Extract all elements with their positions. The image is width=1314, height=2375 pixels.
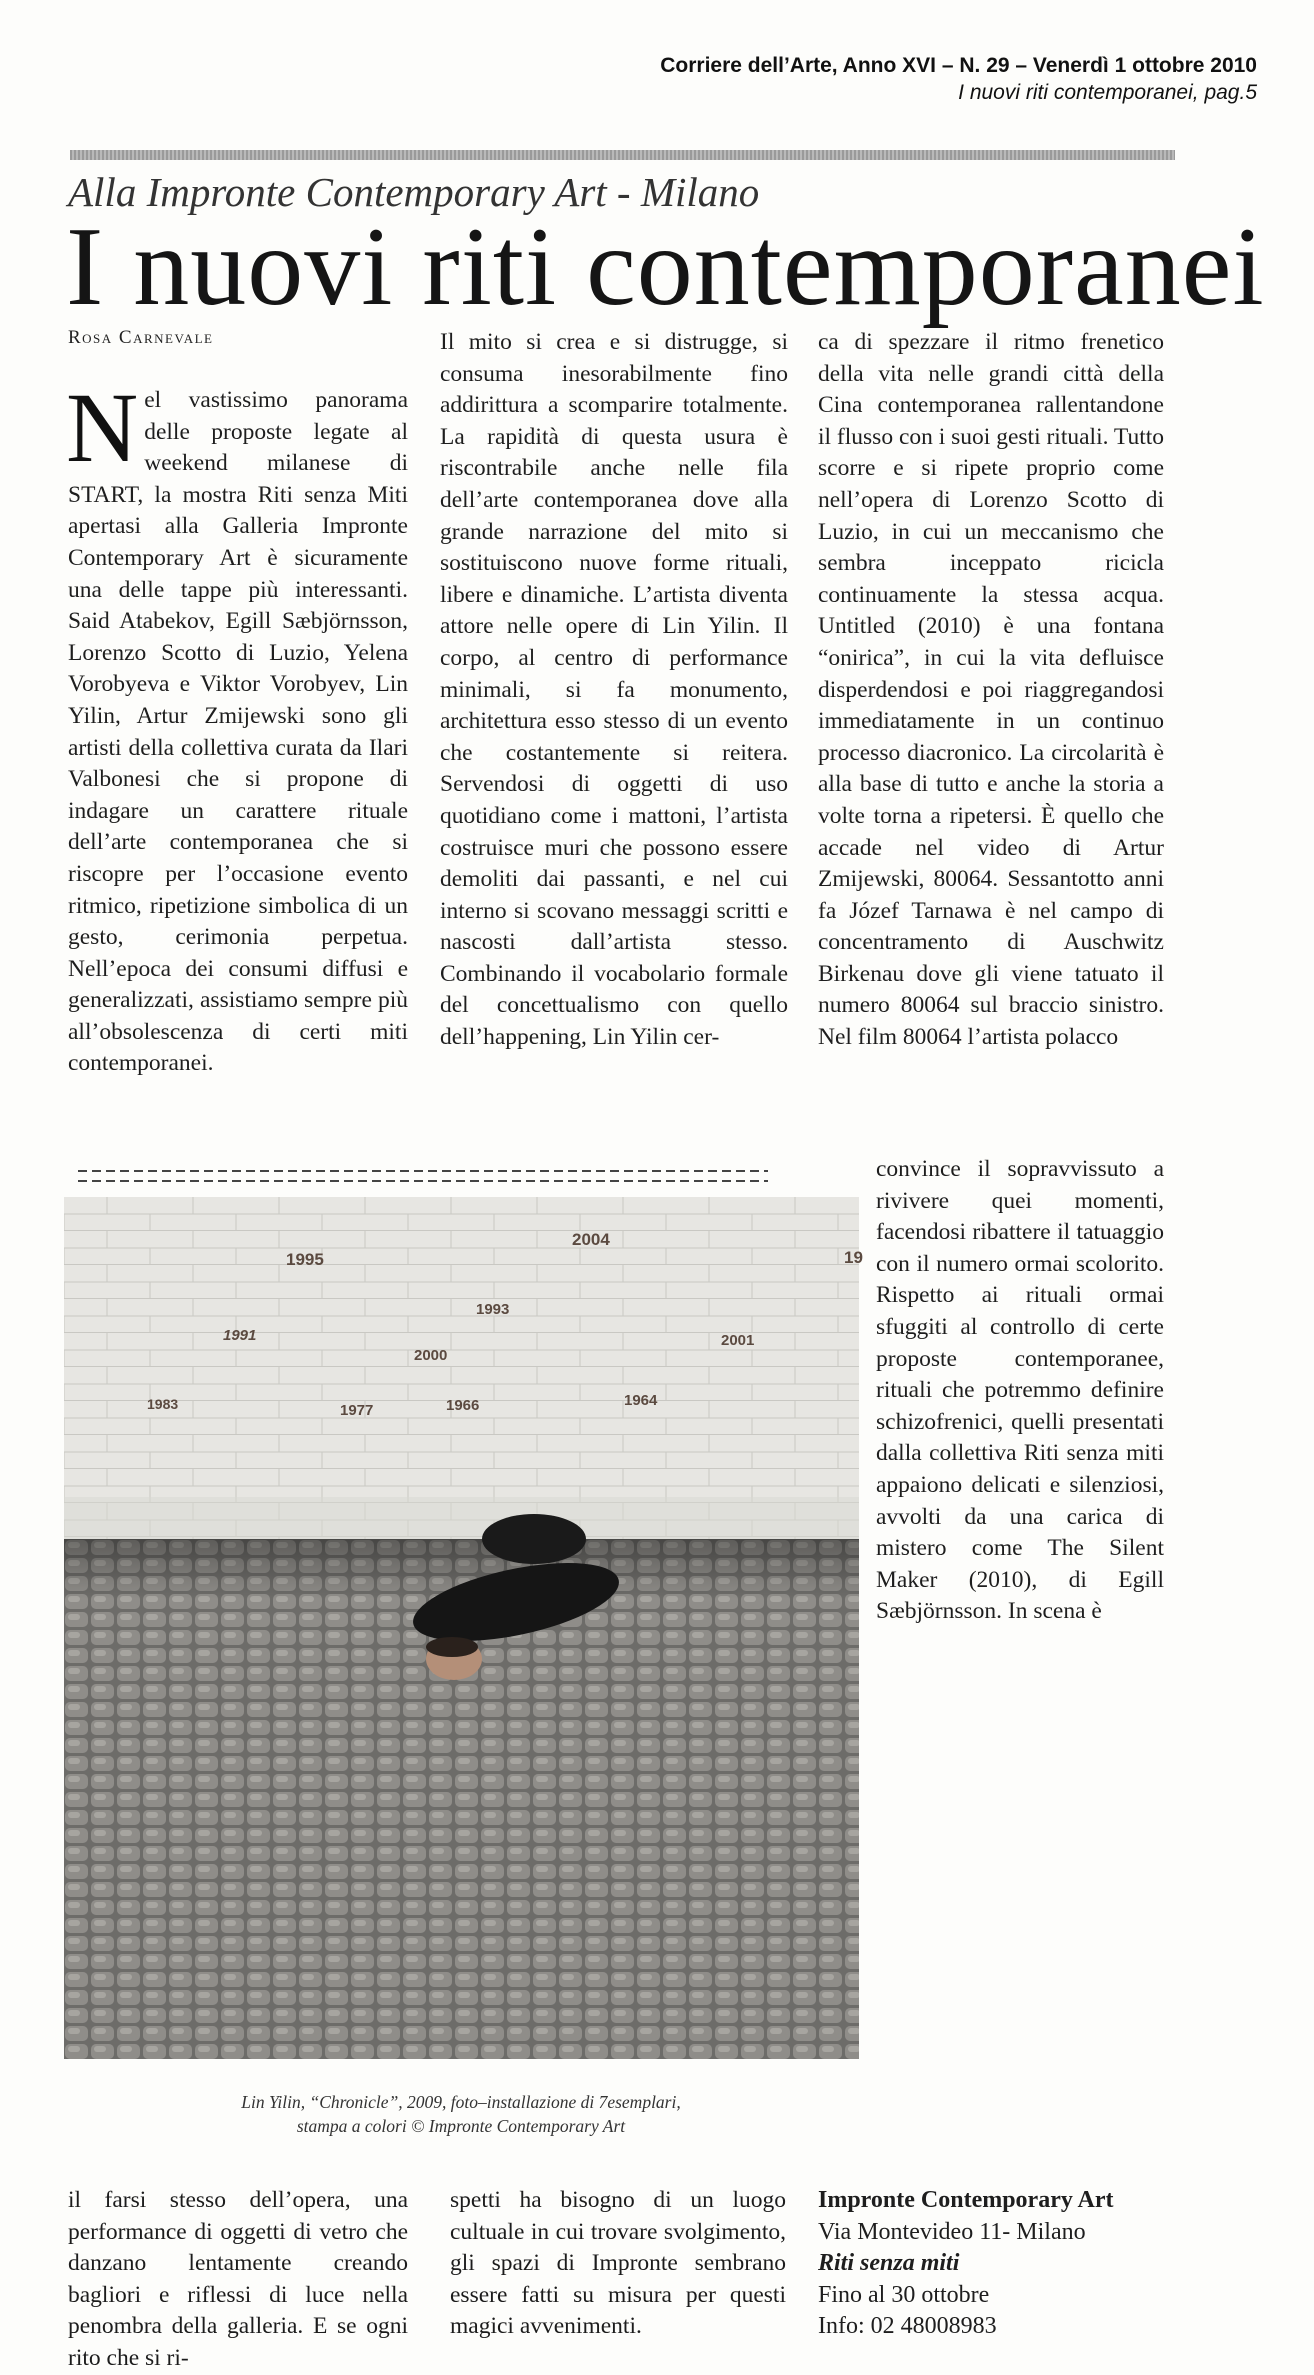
show-title: Riti senza miti	[818, 2250, 960, 2277]
article-kicker: Alla Impronte Contemporary Art - Milano	[68, 169, 760, 215]
header-rule	[70, 150, 1175, 160]
drop-cap: N	[66, 372, 139, 483]
bottom-column-1-text: il farsi stesso dell’opera, una performance di oggetti di vetro che danzano lentamente creando bagliori e riflessi di luce nella penombra della galleria. E se ogni rito che si ri-	[68, 2187, 408, 2371]
column-2	[440, 327, 788, 1054]
page-ref: I nuovi riti contemporanei, pag.5	[958, 81, 1257, 104]
column-3b-text: convince il sopravvissuto a rivivere quei momenti, facendosi ribattere il tatuaggio con il numero ormai scolorito. Rispetto ai rituali ormai sfuggiti al controllo di certe proposte contemporanee, rituali che potremmo definire schizofrenici, quelli presentati dalla collettiva Riti senza miti appaiono delicati e silenziosi, avvolti da una carica di mistero come The Silent Maker (2010), di Egill Sæbjörnsson. In scena è	[876, 1156, 1164, 1625]
gallery-name: Impronte Contemporary Art	[818, 2187, 1114, 2213]
year-label: 2000	[414, 1347, 448, 1364]
column-3-text: ca di spezzare il ritmo frenetico della vita nelle grandi città della Cina contemporanea rallentandone il flusso con i suoi gesti rituali. Tutto scorre e si ripete proprio come nell’opera di Lorenzo Scotto di Luzio, in cui un meccanismo che sembra inceppato ricicla continuamente la stessa acqua. Untitled (2010) è una fontana “onirica”, in cui la vita defluisce disperdendosi e poi riaggregandosi immediatamente in un continuo processo diacronico. La circolarità è alla base di tutto e anche la storia a volte torna a ripetersi. È quello che accade nel video di Artur Zmijewski, 80064. Sessantotto anni fa Józef Tarnawa è nel campo di concentramento di Auschwitz Birkenau dove gli viene tatuato il numero 80064 sul braccio sinistro. Nel film 80064 l’artista polacco	[818, 329, 1165, 1051]
year-label: 19	[844, 1248, 863, 1267]
bottom-column-1	[68, 2185, 408, 2375]
year-label: 1993	[476, 1301, 510, 1318]
year-label: 1991	[223, 1327, 257, 1344]
article-title: I nuovi riti contemporanei	[66, 205, 1265, 329]
year-label: 2004	[572, 1230, 610, 1249]
gallery-address: Via Montevideo 11- Milano	[818, 2218, 1086, 2245]
year-label: 2001	[721, 1332, 755, 1349]
caption-line-1: Lin Yilin, “Chronicle”, 2009, foto–installazione di 7esemplari,	[241, 2092, 681, 2112]
dashed-separator	[78, 1180, 768, 1182]
year-label: 1977	[340, 1402, 374, 1419]
column-1-text: el vastissimo panorama delle proposte legate al weekend milanese di START, la mostra Riti senza Miti apertasi alla Galleria Impronte Contemporary Art è sicuramente una delle tappe più interessanti. Said Atabekov, Egill Sæbjörnsson, Lorenzo Scotto di Luzio, Yelena Vorobyeva e Viktor Vorobyev, Lin Yilin, Artur Zmijewski sono gli artisti della collettiva curata da Ilari Valbonesi che si propone di indagare un carattere rituale dell’arte contemporanea che si riscopre per l’occasione evento ritmico, ripetizione simbolica di un gesto, cerimonia perpetua. Nell’epoca dei consumi diffusi e generalizzati, assistiamo sempre più all’obsolescenza di certi miti contemporanei.	[68, 387, 408, 1077]
bottom-column-2	[450, 2185, 786, 2343]
year-label: 1966	[446, 1397, 480, 1414]
year-label: 1964	[624, 1392, 658, 1409]
column-3-continued	[876, 1154, 1164, 1628]
photo-caption	[64, 2090, 858, 2138]
info-phone: Info: 02 48008983	[818, 2313, 997, 2340]
bottom-column-2-text: spetti ha bisogno di un luogo cultuale in cui trovare svolgimento, gli spazi di Impronte sembrano essere fatti su misura per questi magici avvenimenti.	[450, 2187, 786, 2340]
year-label: 1995	[286, 1250, 324, 1269]
masthead	[660, 52, 1257, 106]
year-label: 1983	[147, 1396, 179, 1412]
show-dates: Fino al 30 ottobre	[818, 2281, 990, 2308]
issue-line: Corriere dell’Arte, Anno XVI – N. 29 – Venerdì 1 ottobre 2010	[660, 54, 1257, 77]
byline: Rosa Carnevale	[68, 327, 214, 348]
caption-line-2: stampa a colori © Impronte Contemporary Art	[296, 2116, 626, 2136]
column-2-text: Il mito si crea e si distrugge, si consuma inesorabilmente fino addirittura a scomparire totalmente. La rapidità di questa usura è riscontrabile anche nelle fila dell’arte contemporanea dove alla grande narrazione del mito si sostituiscono nuove forme rituali, libere e dinamiche. L’artista diventa attore nelle opere di Lin Yilin. Il corpo, al centro di performance minimali, si fa monumento, architettura esso stesso di un evento che costantemente si reitera. Servendosi di oggetti di uso quotidiano come i mattoni, l’artista costruisce muri che possono essere demoliti dai passanti, e nel cui interno si scovano messaggi scritti e nascosti dall’artista stesso. Combinando il vocabolario formale del concettualismo con quello dell’happening, Lin Yilin cer-	[440, 329, 788, 1051]
column-1	[66, 372, 408, 1080]
dashed-separator	[78, 1170, 768, 1172]
column-3	[818, 327, 1164, 1054]
exhibition-info	[818, 2185, 1114, 2343]
artwork-photo	[64, 1197, 863, 2059]
